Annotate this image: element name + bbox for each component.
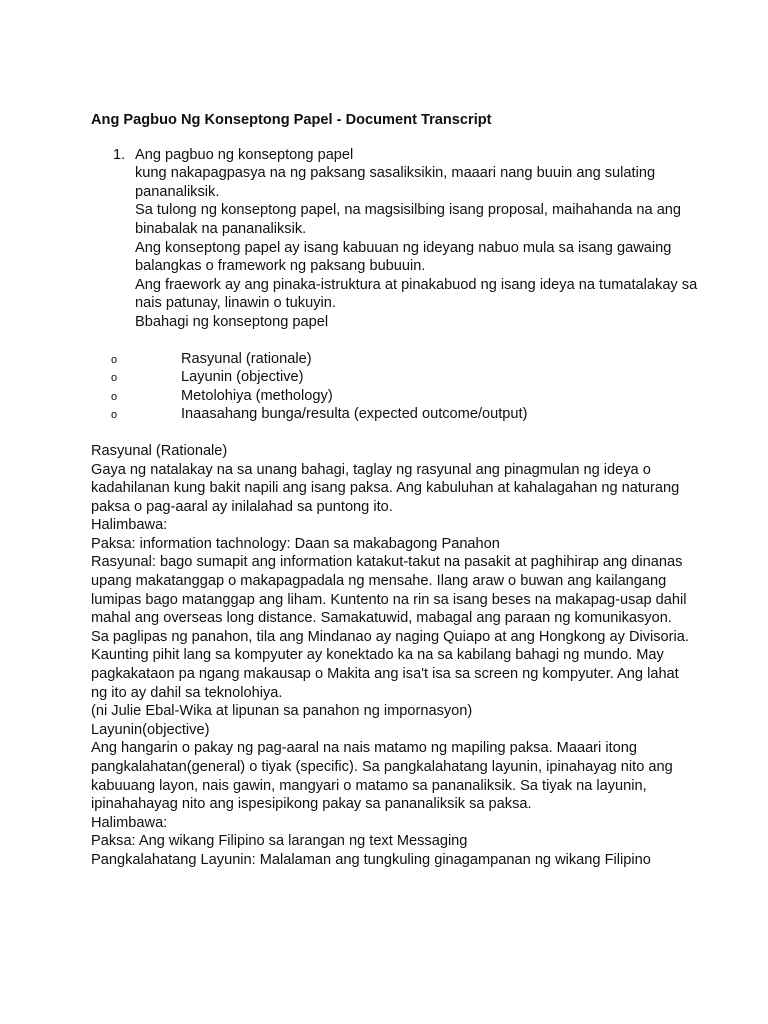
bullet-item: [91, 405, 698, 424]
bullet-item: [91, 387, 698, 406]
example-label: Halimbawa:: [91, 517, 168, 534]
paragraph: Rasyunal: bago sumapit ang information katakut-takut na pasakit at paghihirap ang dinanas upang makatanggap o makapagpadala ng mensahe. Ilang araw o buwan ang kailangang lumipas bago matanggap ang liham. Kuntento na rin sa isang beses na makapag-usap dahil mahal ang overseas long distance. Samakatuwid, mabagal ang paraan ng komunikasyon.: [91, 554, 687, 627]
hollow-bullet-icon: o: [111, 372, 118, 385]
numbered-item-line: Sa tulong ng konseptong papel, na magsisilbing isang proposal, maihahanda na ang binabalak na pananaliksik.: [135, 202, 682, 237]
paragraph: Paksa: information tachnology: Daan sa makabagong Panahon: [91, 535, 500, 552]
hollow-bullet-icon: o: [111, 409, 118, 422]
bullet-list: [91, 350, 698, 424]
document-title: Ang Pagbuo Ng Konseptong Papel - Document Transcript: [91, 112, 492, 128]
bullet-text: Layunin (objective): [181, 369, 304, 386]
paragraph: Sa paglipas ng panahon, tila ang Mindanao ay naging Quiapo at ang Hongkong ay Divisoria. Kaunting pihit lang sa kompyuter ay konektado ka na sa kabilang bahagi ng mundo. May pagkakataon pa ngang makausap o Makita ang isa't isa sa screen ng kompyuter. Ang lahat ng ito ay dahil sa teknolohiya.: [91, 628, 689, 701]
list-number: 1.: [113, 146, 126, 163]
numbered-item-content: [135, 146, 698, 332]
bullet-item: [91, 350, 698, 369]
paragraph: Paksa: Ang wikang Filipino sa larangan ng text Messaging: [91, 833, 468, 850]
bullet-text: Rasyunal (rationale): [181, 350, 312, 367]
numbered-item-line: Ang pagbuo ng konseptong papel: [135, 146, 354, 163]
numbered-list-item: [91, 146, 698, 332]
numbered-item-line: Ang fraework ay ang pinaka-istruktura at pinakabuod ng isang ideya na tumatalakay sa nais patunay, linawin o tukuyin.: [135, 276, 698, 312]
numbered-item-line: Bbahagi ng konseptong papel: [135, 313, 329, 330]
bullet-item: [91, 368, 698, 387]
citation: (ni Julie Ebal-Wika at lipunan sa panahon ng impornasyon): [91, 703, 473, 720]
paragraph: Pangkalahatang Layunin: Malalaman ang tungkuling ginagampanan ng wikang Filipino: [91, 851, 651, 868]
section-heading-rasyunal: Rasyunal (Rationale): [91, 442, 228, 459]
hollow-bullet-icon: o: [111, 353, 118, 366]
numbered-item-line: Ang konseptong papel ay isang kabuuan ng ideyang nabuo mula sa isang gawaing balangkas o framework ng paksang bubuuin.: [135, 239, 672, 275]
paragraph: Gaya ng natalakay na sa unang bahagi, taglay ng rasyunal ang pinagmulan ng ideya o kadahilanan kung bakit napili ang isang paksa. Ang kabuluhan at kahalagahan ng naturang paksa o pag-aaral ay inilalahad sa puntong ito.: [91, 461, 680, 515]
example-label: Halimbawa:: [91, 814, 168, 831]
hollow-bullet-icon: o: [111, 390, 118, 403]
bullet-text: Inaasahang bunga/resulta (expected outcome/output): [181, 406, 528, 423]
bullet-text: Metolohiya (methology): [181, 387, 333, 404]
section-heading-layunin: Layunin(objective): [91, 721, 210, 738]
paragraph: Ang hangarin o pakay ng pag-aaral na nais matamo ng mapiling paksa. Maaari itong pangkalahatan(general) o tiyak (specific). Sa pangkalahatang layunin, ipinahayag nito ang kabuuang layon, nais gawin, mangyari o matamo sa pananaliksik. Sa tiyak na layunin, ipinahahayag nito ang ispesipikong pakay sa pananaliksik sa paksa.: [91, 740, 673, 813]
document-body: [91, 442, 698, 870]
numbered-item-line: kung nakapagpasya na ng paksang sasaliksikin, maaari nang buuin ang sulating pananaliksik.: [135, 165, 656, 200]
